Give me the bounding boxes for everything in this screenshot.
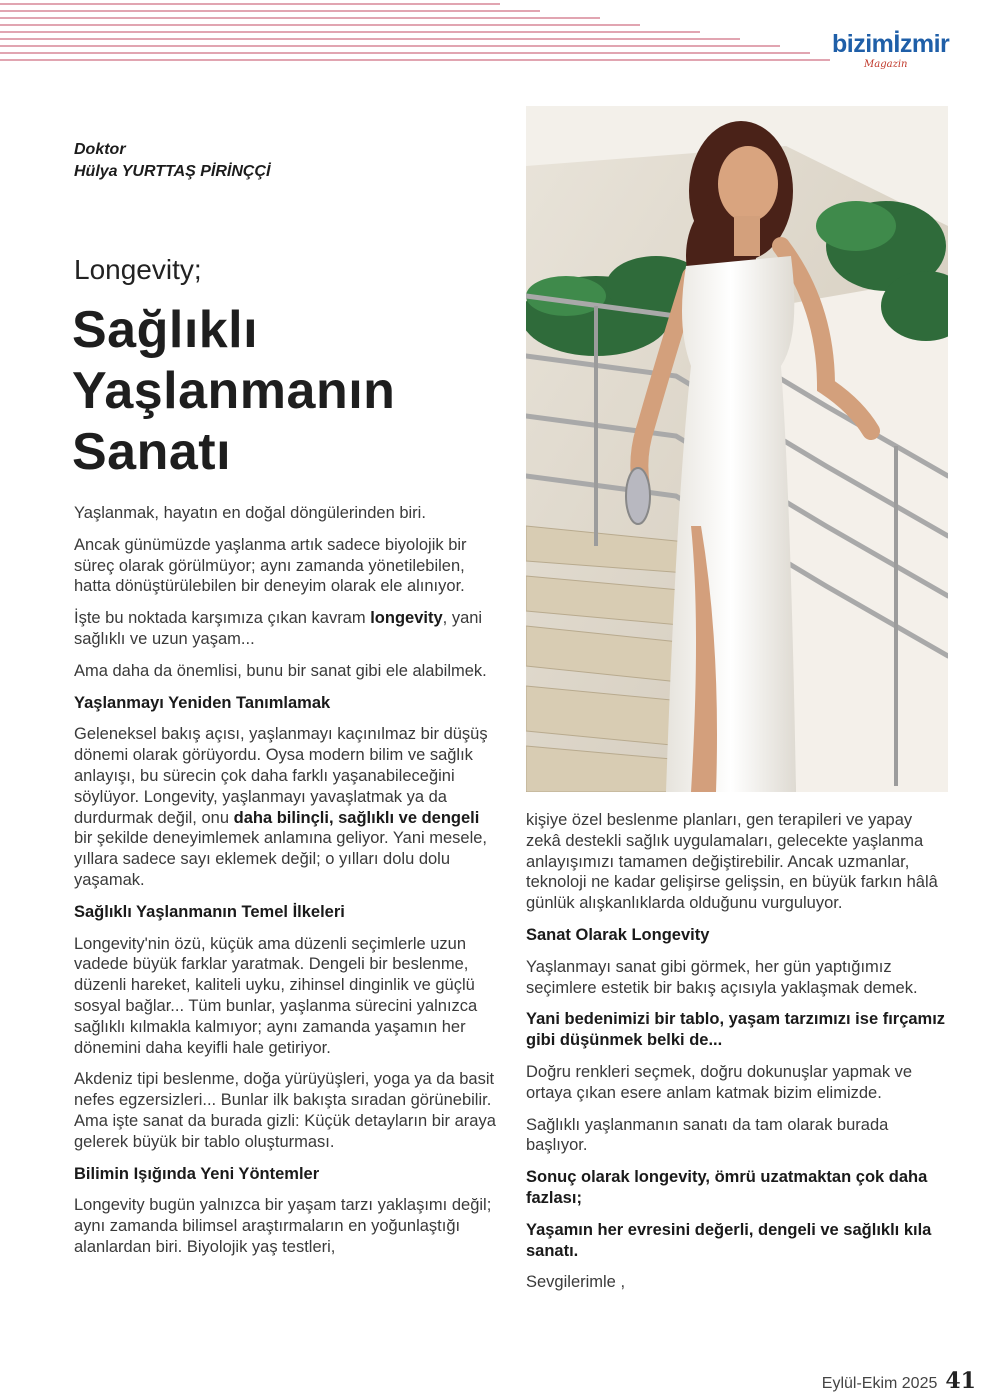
bold-paragraph: Yani bedenimizi bir tablo, yaşam tarzımızı ise fırçamız gibi düşünmek belki de... bbox=[526, 1010, 946, 1050]
bold-phrase: daha bilinçli, sağlıklı ve dengeli bbox=[233, 808, 480, 827]
author-block bbox=[74, 139, 270, 183]
paragraph bbox=[74, 724, 496, 890]
page-footer bbox=[822, 1368, 976, 1394]
brand-logo bbox=[832, 30, 962, 80]
bold-paragraph: Yaşamın her evresini değerli, dengeli ve sağlıklı kıla sanatı. bbox=[526, 1220, 932, 1260]
text-run: İşte bu noktada karşımıza çıkan kavram bbox=[74, 609, 371, 628]
section-heading: Yaşlanmayı Yeniden Tanımlamak bbox=[74, 693, 331, 712]
title-line: Sanatı bbox=[72, 423, 232, 481]
text-run: Geleneksel bakış açısı, yaşlanmayı kaçınılmaz bir düşüş dönemi olarak görüyordu. Oysa modern bilim ve sağlık anlayışı, bu sürecin çok daha farklı yaşanabileceğini söylüyor. Longevity, yaşlanmayı yavaşlatmak ya da durdurmak değil, onu bbox=[74, 725, 488, 827]
author-name: Hülya YURTTAŞ PİRİNÇÇİ bbox=[74, 163, 271, 180]
paragraph: Sağlıklı yaşlanmanın sanatı da tam olarak burada başlıyor. bbox=[526, 1115, 889, 1155]
section-heading: Sağlıklı Yaşlanmanın Temel İlkeleri bbox=[74, 902, 345, 921]
issue-label: Eylül-Ekim 2025 bbox=[821, 1375, 938, 1392]
right-column bbox=[526, 810, 948, 1304]
paragraph: kişiye özel beslenme planları, gen terapileri ve yapay zekâ destekli sağlık uygulamaları, gelecekte yaşlanma anlayışımızı tamamen değiştirebilir. Ancak uzmanlar, teknoloji ne kadar gelişirse gelişsin, en büyük farkın hâlâ günlük alışkanlıklarda olduğunu vurguluyor. bbox=[526, 811, 938, 913]
left-column bbox=[74, 503, 496, 1269]
signoff: Sevgilerimle , bbox=[526, 1273, 626, 1292]
bold-keyword: longevity bbox=[370, 609, 443, 628]
author-title: Doktor bbox=[74, 141, 126, 158]
paragraph: Yaşlanmak, hayatın en doğal döngülerinden biri. bbox=[74, 504, 426, 522]
header-stripes bbox=[0, 0, 840, 70]
brand-name: bizimİzmir bbox=[832, 30, 950, 58]
text-run: bir şekilde deneyimlemek anlamına geliyor. Yani mesele, yıllara sadece sayı eklemek değil; o yılları dolu dolu yaşamak. bbox=[74, 829, 488, 889]
paragraph: Yaşlanmayı sanat gibi görmek, her gün yaptığımız seçimlere estetik bir bakış açısıyla yaklaşmak demek. bbox=[526, 957, 918, 997]
brand-sub: Magazin bbox=[864, 59, 908, 70]
paragraph: Longevity'nin özü, küçük ama düzenli seçimlerle uzun vadede büyük farklar yaratmak. Dengeli bir beslenme, düzenli hareket, kaliteli uyku, zihinsel dinginlik ve güçlü sosyal bağlar... Tüm bunlar, yaşlanma sürecini yalnızca sağlıklı kılmakla kalmıyor; aynı zamanda yaşamın her dönemini daha keyifli hale getiriyor. bbox=[74, 934, 478, 1057]
photo-illustration bbox=[526, 106, 948, 792]
paragraph bbox=[74, 608, 496, 650]
article-title bbox=[72, 300, 512, 483]
title-line: Yaşlanmanın bbox=[72, 362, 396, 420]
article-pre-title: Longevity; bbox=[74, 254, 202, 285]
bold-paragraph: Sonuç olarak longevity, ömrü uzatmaktan çok daha fazlası; bbox=[526, 1168, 928, 1207]
paragraph: Longevity bugün yalnızca bir yaşam tarzı yaklaşımı değil; aynı zamanda bilimsel araştırmaların en yoğunlaştığı alanlardan biri. Biyolojik yaş testleri, bbox=[74, 1196, 492, 1256]
paragraph: Akdeniz tipi beslenme, doğa yürüyüşleri, yoga ya da basit nefes egzersizleri... Bunlar ilk bakışta sıradan görünebilir. Ama işte sanat da burada gizli: Küçük detayların bir araya gelerek büyük bir tablo oluşturması. bbox=[74, 1070, 496, 1151]
section-heading: Sanat Olarak Longevity bbox=[526, 925, 710, 944]
paragraph: Doğru renkleri seçmek, doğru dokunuşlar yapmak ve ortaya çıkan esere anlam katmak bizim elimizde. bbox=[526, 1062, 913, 1102]
author-photo bbox=[526, 106, 948, 792]
text-run: , yani sağlıklı ve uzun yaşam... bbox=[74, 609, 483, 648]
paragraph: Ancak günümüzde yaşlanma artık sadece biyolojik bir süreç olarak görülmüyor; aynı zamanda yönetilebilen, hatta dönüştürülebilen bir deneyim olarak ele alınıyor. bbox=[74, 535, 467, 596]
paragraph: Ama daha da önemlisi, bunu bir sanat gibi ele alabilmek. bbox=[74, 661, 487, 680]
page-number: 41 bbox=[945, 1368, 976, 1394]
section-heading: Bilimin Işığında Yeni Yöntemler bbox=[74, 1164, 320, 1183]
title-line: Sağlıklı bbox=[72, 301, 259, 359]
